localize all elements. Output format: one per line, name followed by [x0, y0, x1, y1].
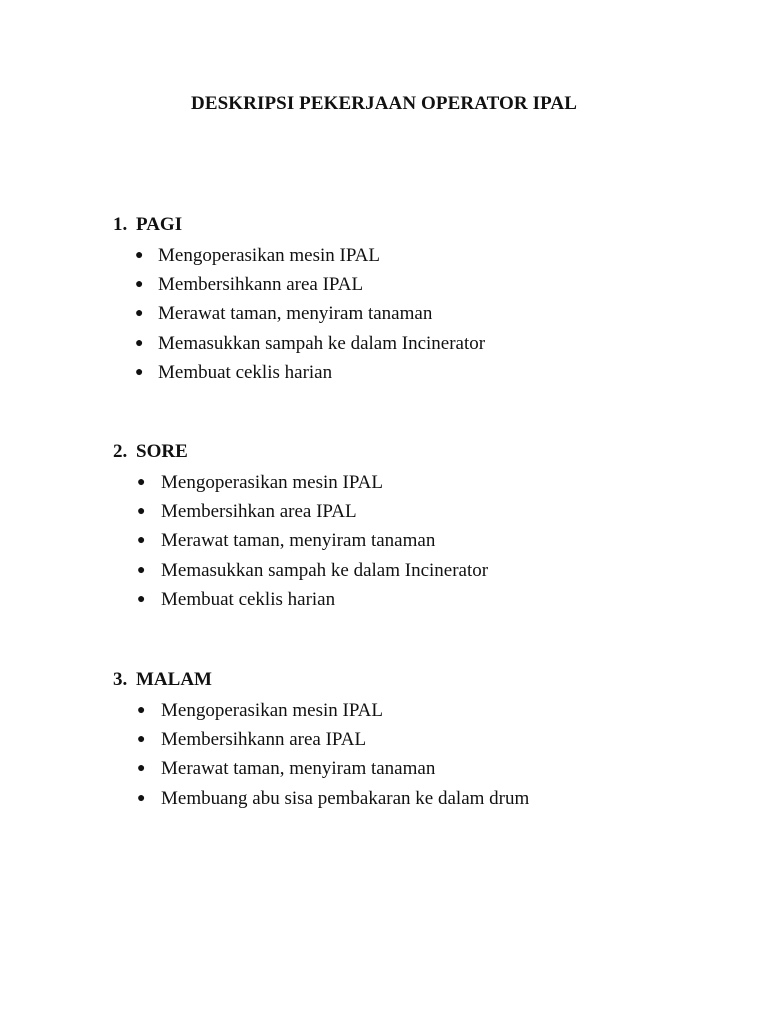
list-item: [113, 754, 713, 783]
bullet-icon: ●: [137, 703, 146, 718]
section-title: MALAM: [136, 669, 212, 690]
list-item: [113, 556, 713, 585]
task-text: Mengoperasikan mesin IPAL: [161, 472, 383, 493]
list-item: [113, 696, 713, 725]
list-item: [113, 270, 713, 299]
bullet-icon: ●: [135, 306, 144, 322]
bullet-icon: ●: [135, 277, 144, 293]
task-text: Memasukkan sampah ke dalam Incinerator: [158, 332, 486, 354]
task-text: Memasukkan sampah ke dalam Incinerator: [161, 559, 489, 581]
bullet-icon: ●: [135, 364, 144, 380]
task-text: Merawat taman, menyiram tanaman: [161, 758, 436, 780]
bullet-icon: ●: [137, 790, 146, 806]
bullet-icon: ●: [137, 533, 146, 549]
section-number: 2.: [113, 441, 128, 462]
task-text: Merawat taman, menyiram tanaman: [161, 530, 436, 552]
task-text: Mengoperasikan mesin IPAL: [161, 700, 383, 721]
task-text: Membersihkan area IPAL: [161, 501, 357, 523]
bullet-icon: ●: [137, 475, 146, 490]
list-item: [113, 299, 713, 328]
section-malam: [113, 668, 713, 813]
list-item: [113, 468, 713, 497]
task-text: Membersihkann area IPAL: [158, 274, 364, 296]
list-item: [113, 725, 713, 754]
bullet-icon: ●: [137, 761, 146, 777]
section-heading: [113, 668, 713, 692]
task-text: Merawat taman, menyiram tanaman: [158, 303, 433, 325]
section-title: SORE: [136, 441, 188, 462]
bullet-icon: ●: [137, 562, 146, 578]
section-heading: [113, 440, 713, 464]
bullet-icon: ●: [135, 335, 144, 351]
bullet-icon: ●: [137, 732, 146, 748]
list-item: [113, 497, 713, 526]
section-heading: [113, 213, 713, 237]
list-item: [113, 329, 713, 358]
bullet-icon: ●: [137, 504, 146, 520]
task-text: Membersihkann area IPAL: [161, 729, 367, 751]
task-text: Mengoperasikan mesin IPAL: [158, 245, 380, 266]
task-list: [113, 696, 713, 813]
section-sore: [113, 440, 713, 614]
section-title: PAGI: [136, 214, 183, 235]
list-item: [113, 585, 713, 614]
list-item: [113, 358, 713, 387]
task-list: [113, 468, 713, 614]
list-item: [113, 241, 713, 270]
bullet-icon: ●: [137, 591, 146, 607]
section-number: 1.: [113, 214, 128, 235]
task-list: [113, 241, 713, 387]
list-item: [113, 784, 713, 813]
list-item: [113, 526, 713, 555]
task-text: Membuat ceklis harian: [158, 361, 333, 383]
task-text: Membuat ceklis harian: [161, 588, 336, 610]
task-text: Membuang abu sisa pembakaran ke dalam drum: [161, 787, 530, 809]
document-title: DESKRIPSI PEKERJAAN OPERATOR IPAL: [191, 93, 577, 114]
section-number: 3.: [113, 669, 128, 690]
section-pagi: [113, 213, 713, 387]
bullet-icon: ●: [135, 248, 144, 263]
